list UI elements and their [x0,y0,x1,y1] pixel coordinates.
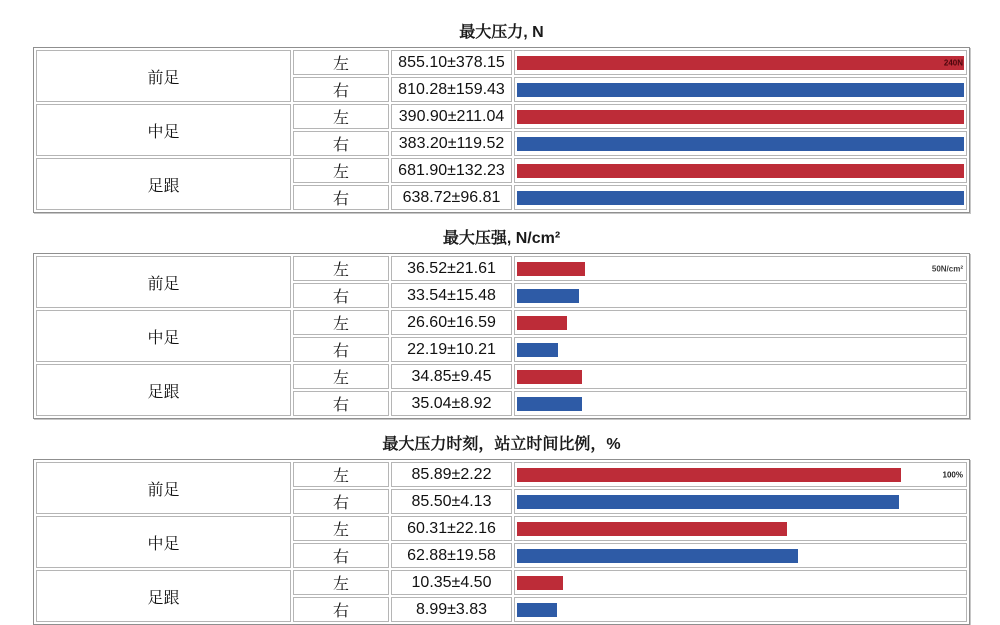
bar-cell [514,131,967,156]
side-cell: 右 [293,489,389,514]
max-force-time-table [33,459,970,625]
right-bar [517,549,798,563]
value-cell: 62.88±19.58 [391,543,512,568]
left-bar [517,576,563,590]
bar-cell [514,185,967,210]
bar-track [515,52,966,73]
side-cell: 右 [293,337,389,362]
left-bar [517,468,901,482]
value-cell: 34.85±9.45 [391,364,512,389]
side-cell: 右 [293,185,389,210]
value-cell: 35.04±8.92 [391,391,512,416]
bar-cell [514,364,967,389]
side-cell: 右 [293,597,389,622]
region-cell: 足跟 [36,158,291,210]
bar-cell [514,337,967,362]
side-cell: 右 [293,543,389,568]
right-bar [517,603,557,617]
side-cell: 左 [293,570,389,595]
side-cell: 右 [293,283,389,308]
bar-cell [514,50,967,75]
left-bar [517,110,964,124]
value-cell: 855.10±378.15 [391,50,512,75]
right-bar [517,397,582,411]
side-cell: 左 [293,516,389,541]
right-bar [517,343,558,357]
max-pressure-table [33,253,970,419]
bar-cell [514,391,967,416]
table-row [36,364,967,389]
region-cell: 前足 [36,462,291,514]
bar-cell [514,104,967,129]
bar-cell [514,570,967,595]
bar-cell [514,256,967,281]
table-row [36,570,967,595]
region-cell: 前足 [36,256,291,308]
chart-section-max-force [33,23,1000,213]
side-cell: 左 [293,256,389,281]
value-cell: 681.90±132.23 [391,158,512,183]
side-cell: 左 [293,50,389,75]
bar-cell [514,516,967,541]
table-row [36,104,967,129]
value-cell: 810.28±159.43 [391,77,512,102]
region-cell: 足跟 [36,570,291,622]
region-cell: 中足 [36,104,291,156]
table-row [36,158,967,183]
table-row [36,310,967,335]
region-cell: 足跟 [36,364,291,416]
region-cell: 中足 [36,516,291,568]
right-bar [517,137,964,151]
left-bar [517,262,585,276]
value-cell: 383.20±119.52 [391,131,512,156]
bar-track [515,464,966,485]
value-cell: 85.89±2.22 [391,462,512,487]
left-bar [517,164,964,178]
side-cell: 左 [293,158,389,183]
bar-cell [514,462,967,487]
side-cell: 左 [293,364,389,389]
bar-cell [514,158,967,183]
chart-title: 最大压强, N/cm² [442,230,561,247]
side-cell: 右 [293,77,389,102]
right-bar [517,191,964,205]
region-cell: 中足 [36,310,291,362]
bar-cell [514,597,967,622]
bar-cell [514,77,967,102]
side-cell: 左 [293,104,389,129]
right-bar [517,289,579,303]
value-cell: 10.35±4.50 [391,570,512,595]
bar-cell [514,543,967,568]
value-cell: 60.31±22.16 [391,516,512,541]
side-cell: 左 [293,462,389,487]
value-cell: 638.72±96.81 [391,185,512,210]
side-cell: 右 [293,391,389,416]
right-bar [517,495,899,509]
value-cell: 26.60±16.59 [391,310,512,335]
region-cell: 前足 [36,50,291,102]
value-cell: 8.99±3.83 [391,597,512,622]
value-cell: 33.54±15.48 [391,283,512,308]
left-bar [517,522,787,536]
scale-label: 240N [943,58,963,67]
side-cell: 右 [293,131,389,156]
value-cell: 85.50±4.13 [391,489,512,514]
value-cell: 22.19±10.21 [391,337,512,362]
value-cell: 36.52±21.61 [391,256,512,281]
scale-label: 50N/cm² [931,264,963,273]
left-bar [517,370,582,384]
bar-cell [514,283,967,308]
table-row [36,462,967,487]
bar-cell [514,489,967,514]
bar-track [515,258,966,279]
side-cell: 左 [293,310,389,335]
table-row [36,256,967,281]
scale-label: 100% [942,470,963,479]
chart-title: 最大压力, N [459,24,544,41]
left-bar [517,56,964,70]
value-cell: 390.90±211.04 [391,104,512,129]
table-row [36,50,967,75]
max-force-table [33,47,970,213]
table-row [36,516,967,541]
right-bar [517,83,964,97]
chart-title: 最大压力时刻，站立时间比例，% [382,436,621,453]
chart-section-max-pressure [33,229,1000,419]
left-bar [517,316,567,330]
chart-section-max-force-time [33,435,1000,625]
bar-cell [514,310,967,335]
